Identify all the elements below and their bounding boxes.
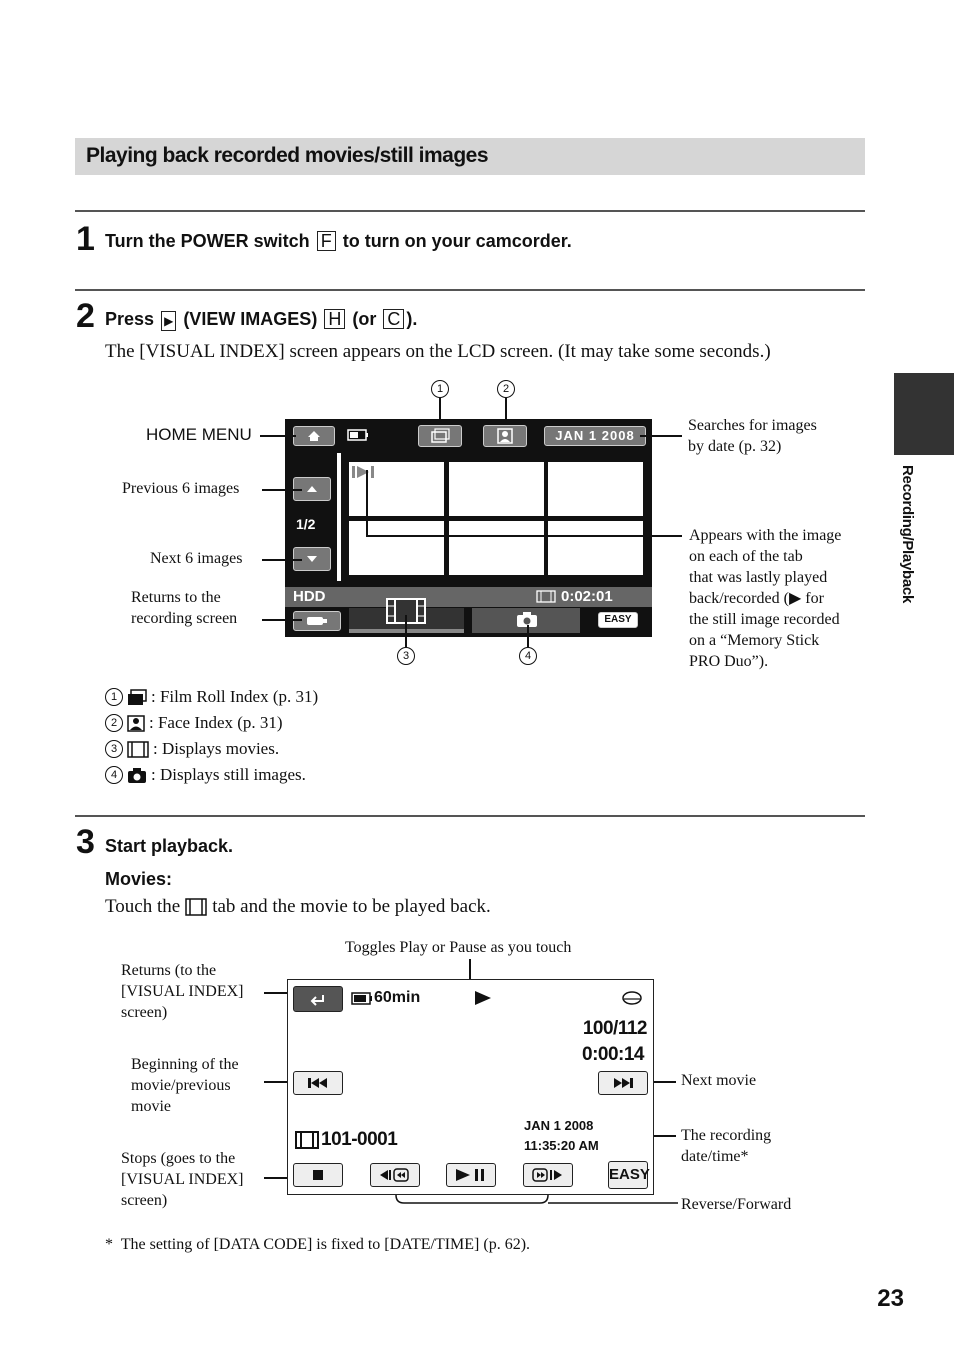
page-number: 23 [877, 1285, 904, 1312]
returns-line-1: Returns to the [131, 589, 221, 606]
legend [105, 684, 318, 788]
step1-number: 1 [76, 220, 95, 258]
battery-icon [351, 992, 373, 1005]
step3-number: 3 [76, 823, 95, 861]
still-image-tab[interactable] [472, 608, 580, 633]
step3-title: Start playback. [105, 836, 234, 856]
touch-instruction [105, 896, 491, 918]
touch-text-before: Touch the [105, 896, 181, 917]
view-images-icon: ▶ [161, 311, 176, 331]
visual-index-screen [285, 419, 652, 637]
appears-line: back/recorded (▶ for [689, 590, 824, 607]
key-f-label: F [317, 231, 336, 251]
step1-text-before: Turn the POWER switch [105, 231, 310, 251]
movie-icon [185, 898, 207, 916]
recording-time: 11:35:20 AM [524, 1138, 599, 1153]
legend-item [105, 684, 318, 710]
skip-next-icon [611, 1077, 635, 1089]
thumbnail[interactable] [449, 462, 544, 516]
returns-index-callout [121, 960, 244, 1023]
appears-line: on a “Memory Stick [689, 632, 820, 649]
skip-previous-icon [306, 1077, 330, 1089]
triangle-up-icon [306, 484, 318, 494]
step2-or: (or [352, 309, 377, 329]
appears-leader-vertical [366, 470, 368, 536]
total-time: 0:02:01 [561, 588, 613, 605]
section-title: Playing back recorded movies/still images [86, 144, 489, 167]
battery-icon [347, 429, 369, 441]
marker-3-leader [405, 615, 407, 647]
callout-line: The recording [681, 1127, 772, 1144]
callout-line: Stops (goes to the [121, 1150, 236, 1167]
thumbnail[interactable] [548, 462, 643, 516]
thumbnail[interactable] [349, 521, 444, 575]
step2-close: ). [406, 309, 418, 329]
play-status-icon [473, 990, 493, 1006]
step1-text-after: to turn on your camcorder. [342, 231, 572, 251]
thumbnail[interactable] [449, 521, 544, 575]
appears-line: Appears with the image [689, 527, 842, 544]
legend-text: : Face Index (p. 31) [149, 713, 283, 732]
returns-recording-button[interactable] [293, 611, 341, 631]
movie-icon [127, 741, 149, 758]
home-menu-leader [260, 435, 296, 437]
next-movie-button[interactable] [598, 1071, 648, 1095]
search-date-callout [688, 415, 817, 457]
face-index-icon [127, 715, 145, 732]
appears-line: on each of the tab [689, 548, 803, 565]
home-icon [307, 429, 321, 443]
legend-text: : Displays movies. [153, 739, 280, 758]
beginning-callout [131, 1054, 239, 1117]
recording-date: JAN 1 2008 [524, 1118, 594, 1133]
previous-leader [262, 489, 302, 491]
callout-line: date/time* [681, 1148, 749, 1165]
movie-tab-underline [349, 629, 464, 633]
key-c-label: C [383, 309, 404, 329]
callout-line: Returns (to the [121, 962, 217, 979]
movies-label: Movies: [105, 869, 173, 889]
storage-label: HDD [293, 588, 326, 605]
return-index-button[interactable] [293, 986, 343, 1012]
step2-press: Press [105, 309, 155, 329]
callout-line: screen) [121, 1192, 168, 1209]
hdd-icon [621, 990, 643, 1006]
stops-callout [121, 1148, 244, 1211]
appears-leader-horizontal [366, 535, 682, 537]
returns-leader [262, 619, 302, 621]
thumbnail[interactable] [548, 521, 643, 575]
movie-tab[interactable] [349, 608, 464, 633]
reverse-icon [378, 1168, 412, 1182]
legend-text: : Film Roll Index (p. 31) [151, 687, 319, 706]
movie-counter: 100/112 [582, 1018, 647, 1039]
callout-line: screen) [121, 1004, 168, 1021]
side-tab [894, 373, 954, 455]
movie-small-icon [536, 590, 556, 603]
next-images-callout: Next 6 images [150, 550, 243, 567]
returns-line-2: recording screen [131, 610, 238, 627]
returns-callout [131, 587, 237, 629]
legend-number: 1 [105, 688, 123, 706]
home-button[interactable] [293, 426, 335, 446]
marker-4: 4 [519, 647, 537, 665]
callout-line: movie [131, 1098, 171, 1115]
callout-line: [VISUAL INDEX] [121, 983, 244, 1000]
legend-item [105, 710, 318, 736]
play-pause-button[interactable] [446, 1163, 496, 1187]
camera-icon [127, 767, 147, 784]
scroll-bar[interactable] [337, 453, 341, 581]
step3-rule [75, 815, 865, 817]
search-date-line-2: by date (p. 32) [688, 438, 782, 455]
forward-button[interactable] [523, 1163, 573, 1187]
step2-rule [75, 289, 865, 291]
step1-rule [75, 210, 865, 212]
callout-line: movie/previous [131, 1077, 231, 1094]
step2-view-images: (VIEW IMAGES) [183, 309, 318, 329]
callout-line: [VISUAL INDEX] [121, 1171, 244, 1188]
camcorder-icon [305, 615, 329, 627]
rec-date-callout [681, 1125, 771, 1167]
toggle-callout: Toggles Play or Pause as you touch [345, 939, 572, 956]
easy-button[interactable]: EASY [608, 1161, 648, 1189]
legend-item [105, 736, 318, 762]
file-number: 101-0001 [321, 1129, 398, 1150]
film-roll-index-icon [127, 689, 147, 706]
touch-text-after: tab and the movie to be played back. [212, 896, 491, 917]
marker-2: 2 [497, 380, 515, 398]
appears-line: PRO Duo”). [689, 653, 769, 670]
appears-line: that was lastly played [689, 569, 828, 586]
playback-screen [287, 979, 654, 1195]
side-label: Recording/Playback [899, 465, 916, 603]
stop-icon [312, 1169, 324, 1181]
callout-line: Beginning of the [131, 1056, 239, 1073]
date-search-button[interactable]: JAN 1 2008 [544, 426, 646, 446]
easy-button[interactable]: EASY [598, 612, 638, 628]
play-pause-icon [454, 1168, 488, 1182]
stop-button[interactable] [293, 1163, 343, 1187]
film-roll-index-button[interactable] [418, 425, 462, 447]
appears-callout [689, 525, 841, 672]
footnote: * The setting of [DATA CODE] is fixed to [DATE/TIME] (p. 62). [105, 1236, 531, 1253]
face-index-button[interactable] [483, 425, 527, 447]
next-movie-callout: Next movie [681, 1072, 757, 1089]
step2-heading [105, 309, 417, 331]
return-arrow-icon [309, 992, 327, 1006]
step1-heading [105, 231, 572, 252]
face-index-icon [497, 428, 513, 444]
movie-icon [295, 1131, 319, 1149]
appears-line: the still image recorded [689, 611, 840, 628]
reverse-button[interactable] [370, 1163, 420, 1187]
legend-number: 4 [105, 766, 123, 784]
step2-number: 2 [76, 297, 95, 335]
next-leader [262, 559, 302, 561]
previous-images-callout: Previous 6 images [122, 480, 240, 497]
previous-movie-button[interactable] [293, 1071, 343, 1095]
elapsed-time: 0:00:14 [582, 1044, 644, 1065]
marker-3: 3 [397, 647, 415, 665]
marker-4-leader [527, 625, 529, 647]
legend-text: : Displays still images. [151, 765, 306, 784]
rev-fwd-callout: Reverse/Forward [681, 1196, 792, 1213]
legend-item [105, 762, 318, 788]
legend-number: 2 [105, 714, 123, 732]
forward-icon [531, 1168, 565, 1182]
legend-number: 3 [105, 740, 123, 758]
home-menu-callout: HOME MENU [146, 425, 252, 444]
page-indicator: 1/2 [296, 516, 316, 532]
battery-remaining: 60min [374, 989, 421, 1006]
film-roll-index-icon [430, 428, 450, 444]
key-h-label: H [324, 309, 345, 329]
search-date-line-1: Searches for images [688, 417, 817, 434]
marker-1: 1 [431, 380, 449, 398]
step2-description: The [VISUAL INDEX] screen appears on the LCD screen. (It may take some seconds.) [105, 341, 771, 362]
search-date-leader [640, 435, 682, 437]
triangle-down-icon [306, 554, 318, 564]
